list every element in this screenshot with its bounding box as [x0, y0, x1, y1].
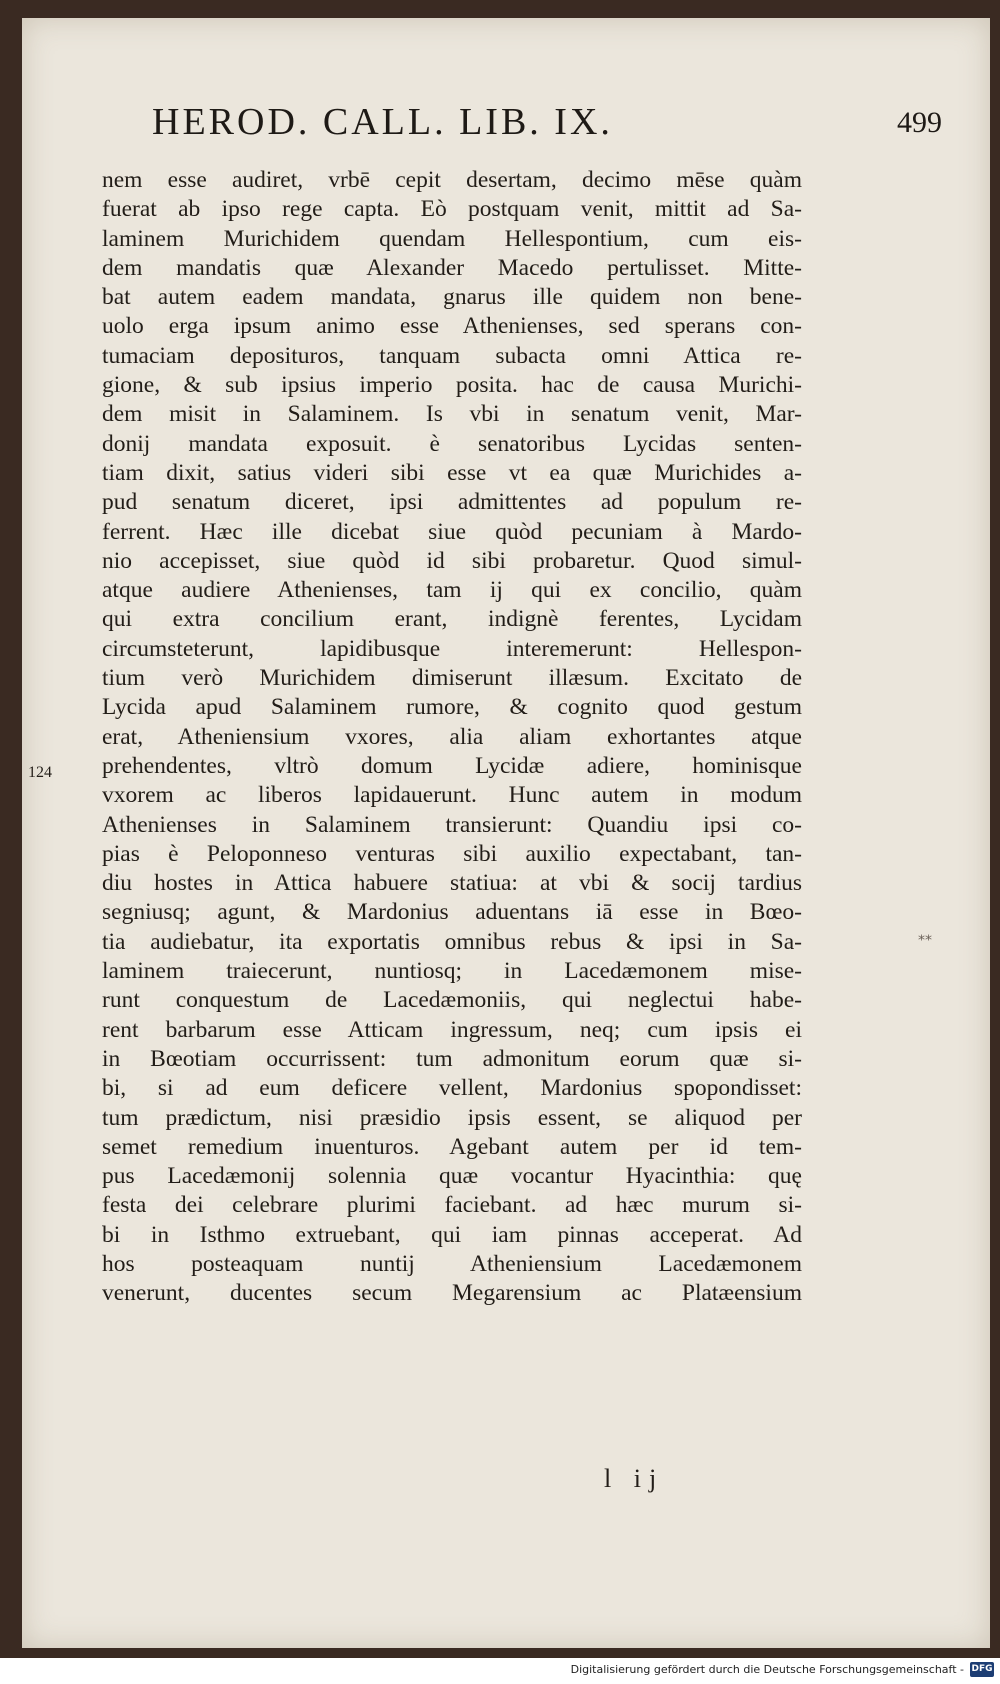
text-line: festa dei celebrare plurimi faciebant. ad hæc murum si-: [102, 1192, 802, 1219]
digitization-footer: [0, 1658, 1000, 1684]
text-line: fuerat ab ipso rege capta. Eò postquam venit, mittit ad Sa-: [102, 196, 802, 223]
footer-credit: Digitalisierung gefördert durch die Deutsche Forschungsgemeinschaft -: [570, 1663, 964, 1676]
dfg-logo-icon: DFG: [970, 1662, 994, 1677]
text-line: tumaciam deposituros, tanquam subacta omni Attica re-: [102, 342, 802, 369]
text-line: pias è Peloponneso venturas sibi auxilio expectabant, tan-: [102, 840, 802, 867]
text-line: laminem Murichidem quendam Hellespontium, cum eis-: [102, 225, 802, 252]
text-line: vxorem ac liberos lapidauerunt. Hunc autem in modum: [102, 782, 802, 809]
text-line: bat autem eadem mandata, gnarus ille quidem non bene-: [102, 284, 802, 311]
text-line: pus Lacedæmonij solennia quæ vocantur Hyacinthia: quę: [102, 1163, 802, 1190]
book-page: [22, 18, 990, 1648]
text-line: hos posteaquam nuntij Atheniensium Lacedæmonem: [102, 1250, 802, 1277]
text-line: dem misit in Salaminem. Is vbi in senatum venit, Mar-: [102, 401, 802, 428]
text-line: Athenienses in Salaminem transierunt: Quandiu ipsi co-: [102, 811, 802, 838]
text-line: segniusq; agunt, & Mardonius aduentans iā esse in Bœo-: [102, 899, 802, 926]
text-line: ferrent. Hæc ille dicebat siue quòd pecuniam à Mardo-: [102, 518, 802, 545]
text-line: rent barbarum esse Atticam ingressum, neq; cum ipsis ei: [102, 1016, 802, 1043]
page-header: [152, 100, 952, 150]
text-line: bi, si ad eum deficere vellent, Mardonius spopondisset:: [102, 1075, 802, 1102]
text-line: in Bœotiam occurrissent: tum admonitum eorum quæ si-: [102, 1045, 802, 1072]
text-line: uolo erga ipsum animo esse Athenienses, sed sperans con-: [102, 313, 802, 340]
text-line: laminem traiecerunt, nuntiosq; in Lacedæmonem mise-: [102, 958, 802, 985]
text-line: tium verò Murichidem dimiserunt illæsum. Excitato de: [102, 665, 802, 692]
text-line: qui extra concilium erant, indignè ferentes, Lycidam: [102, 606, 802, 633]
text-line: tum prædictum, nisi præsidio ipsis essent, se aliquod per: [102, 1104, 802, 1131]
text-line: venerunt, ducentes secum Megarensium ac Platæensium: [102, 1280, 802, 1307]
running-head: HEROD. CALL. LIB. IX.: [152, 101, 613, 143]
text-line: pud senatum diceret, ipsi admittentes ad populum re-: [102, 489, 802, 516]
text-line: donij mandata exposuit. è senatoribus Lycidas senten-: [102, 430, 802, 457]
text-line: diu hostes in Attica habuere statiua: at vbi & socij tardius: [102, 870, 802, 897]
text-line: Lycida apud Salaminem rumore, & cognito quod gestum: [102, 694, 802, 721]
body-text: [102, 166, 802, 1309]
text-line: gione, & sub ipsius imperio posita. hac de causa Murichi-: [102, 372, 802, 399]
text-line: erat, Atheniensium vxores, alia aliam exhortantes atque: [102, 723, 802, 750]
text-line: prehendentes, vltrò domum Lycidæ adiere, hominisque: [102, 752, 802, 779]
text-line: tiam dixit, satius videri sibi esse vt ea quæ Murichides a-: [102, 459, 802, 486]
text-line: tia audiebatur, ita exportatis omnibus rebus & ipsi in Sa-: [102, 928, 802, 955]
text-line: semet remedium inuenturos. Agebant autem per id tem-: [102, 1133, 802, 1160]
signature-mark: l ij: [604, 1464, 665, 1493]
text-line: dem mandatis quæ Alexander Macedo pertulisset. Mitte-: [102, 254, 802, 281]
text-line: atque audiere Athenienses, tam ij qui ex concilio, quàm: [102, 577, 802, 604]
margin-mark-right: ⁎⁎: [918, 929, 932, 944]
text-line: nem esse audiret, vrbē cepit desertam, decimo mēse quàm: [102, 167, 802, 193]
margin-note: 124: [28, 764, 52, 781]
page-number: 499: [897, 106, 942, 139]
text-line: bi in Isthmo extruebant, qui iam pinnas acceperat. Ad: [102, 1221, 802, 1248]
text-line: circumsteterunt, lapidibusque interemerunt: Hellespon-: [102, 635, 802, 662]
text-line: nio accepisset, siue quòd id sibi probaretur. Quod simul-: [102, 547, 802, 574]
text-line: runt conquestum de Lacedæmoniis, qui neglectui habe-: [102, 987, 802, 1014]
